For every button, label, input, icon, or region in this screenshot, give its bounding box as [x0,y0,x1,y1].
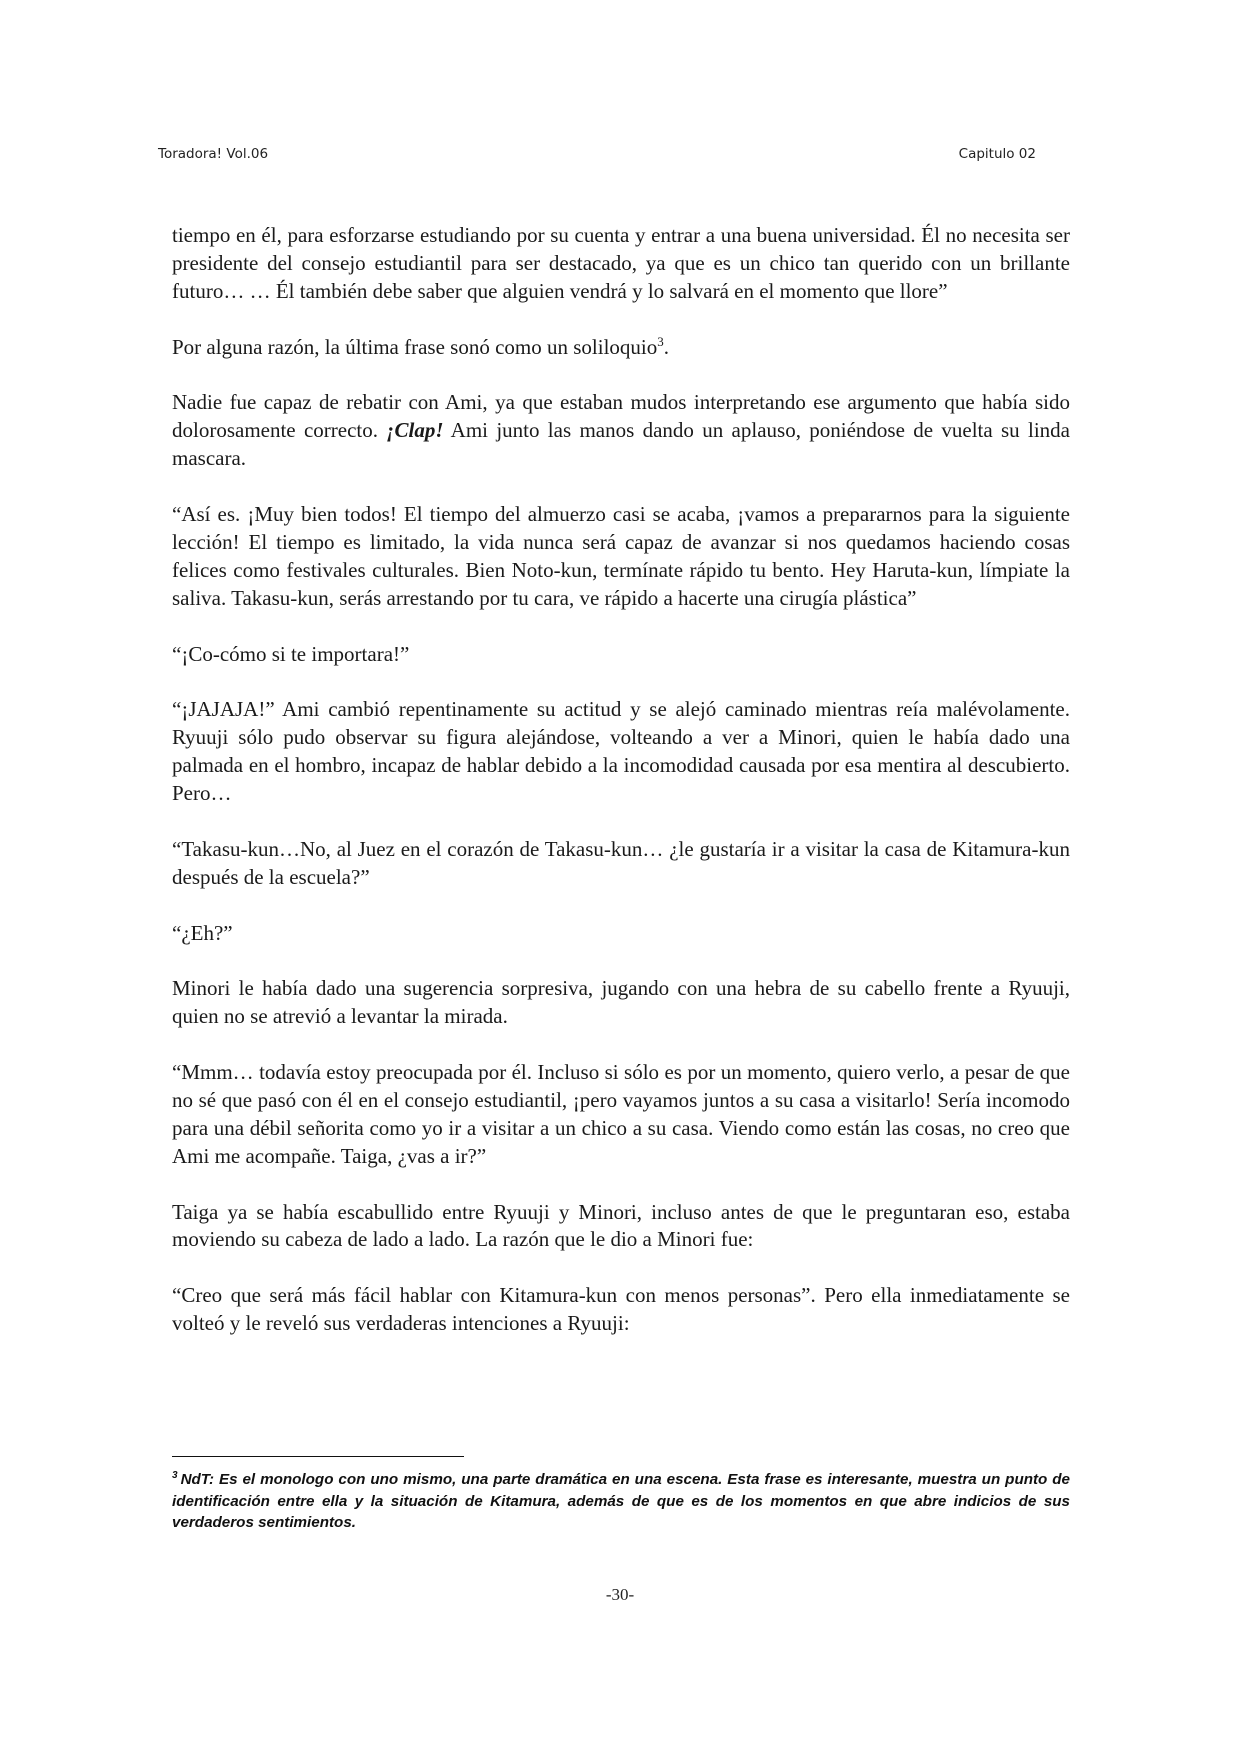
footnote-number: 3 [172,1469,178,1481]
paragraph: “¿Eh?” [172,920,233,945]
footnote [172,1469,1070,1534]
footnote-separator [172,1456,464,1457]
paragraph: “¡Co-cómo si te importara!” [172,641,410,666]
paragraph: Taiga ya se había escabullido entre Ryuuji y Minori, incluso antes de que le preguntaran eso, estaba moviendo su cabeza de lado a lado. La razón que le dio a Minori fue: [172,1199,1070,1252]
paragraph: tiempo en él, para esforzarse estudiando por su cuenta y entrar a una buena universidad. Él no necesita ser presidente del consejo estudiantil para ser destacado, ya que es un chico tan querido con un brillante futuro… … Él también debe saber que alguien vendrá y lo salvará en el momento que llore” [172,223,1070,303]
paragraph-text: Por alguna razón, la última frase sonó como un soliloquio [172,334,658,359]
footnote-text: NdT: Es el monologo con uno mismo, una parte dramática en una escena. Esta frase es interesante, muestra un punto de identificación entre ella y la situación de Kitamura, además de que es de los momentos en que abre indicios de sus verdaderos sentimientos. [172,1471,1070,1531]
paragraph-text: Nadie fue capaz de rebatir con Ami, ya que estaban mudos interpretando ese argumento que había sido dolorosamente correcto. [172,390,1070,443]
paragraph: “Creo que será más fácil hablar con Kitamura-kun con menos personas”. Pero ella inmediatamente se volteó y le reveló sus verdaderas intenciones a Ryuuji: [172,1283,1070,1336]
paragraph: “Takasu-kun…No, al Juez en el corazón de Takasu-kun… ¿le gustaría ir a visitar la casa de Kitamura-kun después de la escuela?” [172,836,1070,889]
footnote-reference[interactable]: 3 [657,333,664,349]
paragraph: “Así es. ¡Muy bien todos! El tiempo del almuerzo casi se acaba, ¡vamos a prepararnos para la siguiente lección! El tiempo es limitado, la vida nunca será capaz de avanzar si nos quedamos haciendo cosas felices como festivales culturales. Bien Noto-kun, termínate rápido tu bento. Hey Haruta-kun, límpiate la saliva. Takasu-kun, serás arrestando por tu cara, ve rápido a hacerte una cirugía plástica” [172,502,1070,610]
paragraph [172,334,1070,362]
paragraph: “¡JAJAJA!” Ami cambió repentinamente su actitud y se alejó caminado mientras reía malévolamente. Ryuuji sólo pudo observar su figura alejándose, volteando a ver a Minori, quien le había dado una palmada en el hombro, incapaz de hablar debido a la incomodidad causada por esa mentira al descubierto. Pero… [172,697,1070,806]
paragraph: Minori le había dado una sugerencia sorpresiva, jugando con una hebra de su cabello frente a Ryuuji, quien no se atrevió a levantar la mirada. [172,976,1070,1029]
running-header [158,146,1036,166]
paragraph-text: . [663,334,669,359]
page-number: -30- [605,1585,635,1604]
body-text [172,222,1070,1338]
paragraph [172,389,1070,473]
paragraph-text: Ami junto las manos dando un aplauso, poniéndose de vuelta su linda mascara. [172,418,1070,471]
header-book-title: Toradora! Vol.06 [158,146,269,162]
header-chapter: Capitulo 02 [958,146,1036,162]
emphasis-sound-effect: ¡Clap! [386,418,444,443]
paragraph: “Mmm… todavía estoy preocupada por él. Incluso si sólo es por un momento, quiero verlo, a pesar de que no sé que pasó con él en el consejo estudiantil, ¡pero vayamos juntos a su casa a visitarlo! Sería incomodo para una débil señorita como yo ir a visitar a un chico a su casa. Viendo como están las cosas, no creo que Ami me acompañe. Taiga, ¿vas a ir?” [172,1060,1070,1168]
